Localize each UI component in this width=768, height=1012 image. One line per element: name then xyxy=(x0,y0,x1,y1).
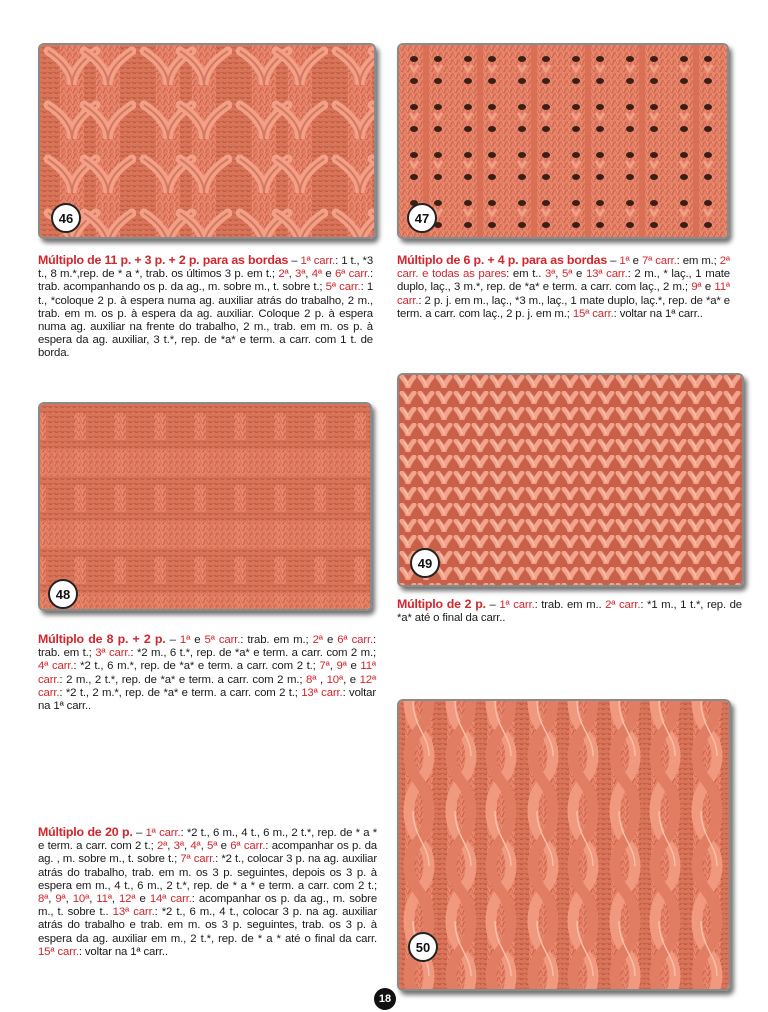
row-reference: 2ª xyxy=(312,634,323,646)
row-reference: 11ª xyxy=(96,893,112,906)
row-reference: 1ª carr. xyxy=(499,599,535,611)
instructions-49 xyxy=(397,598,742,625)
instruction-text: : trab. em m.; xyxy=(240,634,313,646)
instruction-text: : voltar na 1ª carr.. xyxy=(38,686,377,713)
instructions-47 xyxy=(397,254,730,321)
instruction-text: : *1 m., 1 t.*, rep. de *a* até o final da carr.. xyxy=(397,599,742,625)
row-reference: 3ª carr. xyxy=(95,647,131,660)
instructions-46 xyxy=(38,254,373,361)
swatch-photo-46 xyxy=(38,43,376,239)
instruction-text: : *2 m., 6 t.*, rep. de *a* e term. a carr. com 2 m.; xyxy=(130,647,377,660)
swatch-photo-50 xyxy=(397,699,731,991)
row-reference: 1ª xyxy=(179,634,191,646)
instruction-text: : trab. em t.; xyxy=(38,634,377,660)
row-reference: 13ª carr. xyxy=(301,686,343,699)
instruction-text: , xyxy=(329,660,337,673)
row-reference: 1ª xyxy=(619,255,630,267)
instruction-text: – xyxy=(132,827,146,839)
row-reference: 3ª xyxy=(545,268,556,281)
instruction-heading: Múltiplo de 6 p. + 4 p. para as bordas xyxy=(397,253,608,267)
row-reference: 8ª xyxy=(38,893,49,906)
instruction-heading: Múltiplo de 20 p. xyxy=(38,825,133,839)
instruction-text: , xyxy=(167,840,174,853)
row-reference: 2ª xyxy=(157,840,168,853)
row-reference: 6ª carr. xyxy=(337,634,373,646)
instruction-text: e xyxy=(322,634,338,646)
instruction-text: e xyxy=(346,660,361,673)
instruction-text: : *2 t., 6 m.*, rep. de *a* e term. a carr. com 2 t.; xyxy=(73,660,320,673)
row-reference: 7ª carr. xyxy=(641,255,677,267)
instruction-text: : trab. em m.. xyxy=(534,599,606,611)
swatch-photo-47 xyxy=(397,43,729,239)
instruction-text: , xyxy=(89,893,97,906)
instructions-50 xyxy=(38,826,377,959)
instruction-text: : trab. acompanhando os p. da ag., m. sobre m., t. sobre t.; xyxy=(38,268,374,294)
row-reference: 6ª carr. xyxy=(230,840,266,853)
row-reference: 3ª xyxy=(295,268,306,281)
swatch-number-badge-50: 50 xyxy=(408,932,438,962)
row-reference: 7ª carr. xyxy=(180,853,216,866)
row-reference: 4ª xyxy=(190,840,201,853)
swatch-47-texture xyxy=(399,45,727,237)
swatch-48-texture xyxy=(40,404,370,609)
instruction-text: : voltar na 1ª carr.. xyxy=(613,307,703,320)
row-reference: 2ª carr. xyxy=(605,599,641,611)
instruction-text: – xyxy=(485,599,500,611)
instruction-text: , e xyxy=(343,673,360,686)
instruction-text: : 2 p. j. em m., laç., *3 m., laç., 1 mate duplo, laç.*, rep. de *a* e term. a carr. com laç., 2 p. j. em m.; xyxy=(397,294,730,320)
instruction-text: e xyxy=(135,893,150,906)
instruction-text: : voltar na 1ª carr.. xyxy=(78,945,168,958)
row-reference: 9ª xyxy=(691,281,702,294)
row-reference: 2ª carr. e todas as pares xyxy=(397,255,731,281)
row-reference: 12ª xyxy=(119,893,136,906)
swatch-50-texture xyxy=(399,701,729,989)
instruction-text: , xyxy=(65,893,73,906)
row-reference: 5ª xyxy=(562,268,573,281)
instruction-text: , xyxy=(111,893,119,906)
row-reference: 5ª carr. xyxy=(204,634,241,646)
row-reference: 10ª xyxy=(72,893,90,906)
swatch-number-badge-49: 49 xyxy=(410,548,440,578)
instruction-text: : 1 t., *3 t., 8 m.*,rep. de * a *, trab. os últimos 3 p. em t.; xyxy=(38,255,374,281)
instructions-48 xyxy=(38,633,376,713)
row-reference: 3ª xyxy=(173,840,184,853)
swatch-46-texture xyxy=(40,45,374,237)
row-reference: 10ª xyxy=(326,673,344,686)
instruction-text: , xyxy=(555,268,563,281)
swatch-number-badge-48: 48 xyxy=(48,579,78,609)
row-reference: 15ª carr. xyxy=(572,307,614,320)
instruction-text: e xyxy=(629,255,642,267)
row-reference: 12ª carr. xyxy=(38,673,377,699)
instruction-text: : em m.; xyxy=(676,255,720,267)
page-number-badge: 18 xyxy=(374,988,396,1010)
row-reference: 13ª carr. xyxy=(112,906,155,919)
row-reference: 14ª carr. xyxy=(149,893,192,906)
instruction-text: : *2 t., 6 m., 4 t., colocar 3 p. na ag. auxiliar atrás do trabalho e trab. em m. os 3 p. seguintes, trab. os 3 p. à espera da ag. auxiliar em m., 2 t.*, rep. de * a * até o final da carr. xyxy=(38,906,377,945)
instruction-text: – xyxy=(288,255,301,267)
instruction-text: – xyxy=(165,634,180,646)
instruction-text: – xyxy=(607,255,620,267)
instruction-heading: Múltiplo de 11 p. + 3 p. + 2 p. para as bordas xyxy=(38,253,289,267)
instruction-text: , xyxy=(200,840,208,853)
row-reference: 6ª carr. xyxy=(334,268,371,281)
swatch-number-badge-47: 47 xyxy=(407,203,437,233)
instruction-text: : *2 t., 6 m., 4 t., 6 m., 2 t.*, rep. de * a * e term. a carr. com 2 t.; xyxy=(38,827,378,853)
instruction-text: : 1 t., *coloque 2 p. à espera numa ag. auxiliar atrás do trabalho, 2 m., trab. em m. os p. à espera da ag. auxiliar. Coloque 2 p. à espera numa ag. auxiliar na frente do trabalho, 2 m., trab. em m. os p. à espera da ag. auxiliar, 3 t.*, rep. de *a* e term. a carr. com 1 t. de borda. xyxy=(38,281,374,360)
swatch-photo-49 xyxy=(397,373,744,587)
swatch-49-texture xyxy=(399,375,742,585)
instruction-text: e xyxy=(701,281,715,294)
instruction-text: : acompanhar os p. da ag., m. sobre m., t. sobre t.. xyxy=(38,893,378,919)
instruction-heading: Múltiplo de 2 p. xyxy=(397,597,486,611)
row-reference: 11ª carr. xyxy=(397,281,730,307)
instruction-heading: Múltiplo de 8 p. + 2 p. xyxy=(38,632,166,646)
row-reference: 13ª carr. xyxy=(585,268,628,281)
row-reference: 5ª xyxy=(207,840,218,853)
instruction-text: e xyxy=(572,268,586,281)
instruction-text: e xyxy=(217,840,231,853)
row-reference: 4ª xyxy=(311,268,322,281)
instruction-text: , xyxy=(48,893,56,906)
row-reference: 11ª carr. xyxy=(38,660,376,686)
swatch-photo-48 xyxy=(38,402,372,611)
row-reference: 5ª carr. xyxy=(325,281,361,294)
instruction-text: e xyxy=(190,634,205,646)
instruction-text: : acompanhar os p. da ag. , m. sobre m., t. sobre t.; xyxy=(38,840,377,866)
instruction-text: : *2 t., colocar 3 p. na ag. auxiliar atrás do trabalho, trab. em m. os 3 p. seguintes, depois os 3 p. à espera em m., 4 t., 6 m., 2 t.*, rep. de * a * e term. a carr. com 2 t.; xyxy=(38,853,377,892)
instruction-text: , xyxy=(305,268,312,281)
swatch-number-badge-46: 46 xyxy=(51,203,81,233)
instruction-text: : *2 t., 2 m.*, rep. de *a* e term. a carr. com 2 t.; xyxy=(59,686,302,699)
instruction-text: , xyxy=(316,673,327,686)
instruction-text: , xyxy=(183,840,191,853)
instruction-text: : 2 m., 2 t.*, rep. de *a* e term. a carr. com 2 m.; xyxy=(59,673,307,686)
row-reference: 9ª xyxy=(55,893,66,906)
instruction-text: , xyxy=(288,268,296,281)
instruction-text: : em t.. xyxy=(506,268,545,281)
row-reference: 15ª carr. xyxy=(38,945,79,958)
row-reference: 4ª carr. xyxy=(38,660,74,673)
row-reference: 2ª xyxy=(278,268,289,281)
row-reference: 1ª carr. xyxy=(145,827,181,839)
instruction-text: : 2 m., * laç., 1 mate duplo, laç., 3 m.*, rep. de *a* e term. a carr. com laç., 2 m.; xyxy=(397,268,730,294)
instruction-text: e xyxy=(321,268,335,281)
row-reference: 9ª xyxy=(336,660,347,673)
row-reference: 7ª xyxy=(319,660,330,673)
row-reference: 1ª carr. xyxy=(300,255,336,267)
row-reference: 8ª xyxy=(306,673,317,686)
